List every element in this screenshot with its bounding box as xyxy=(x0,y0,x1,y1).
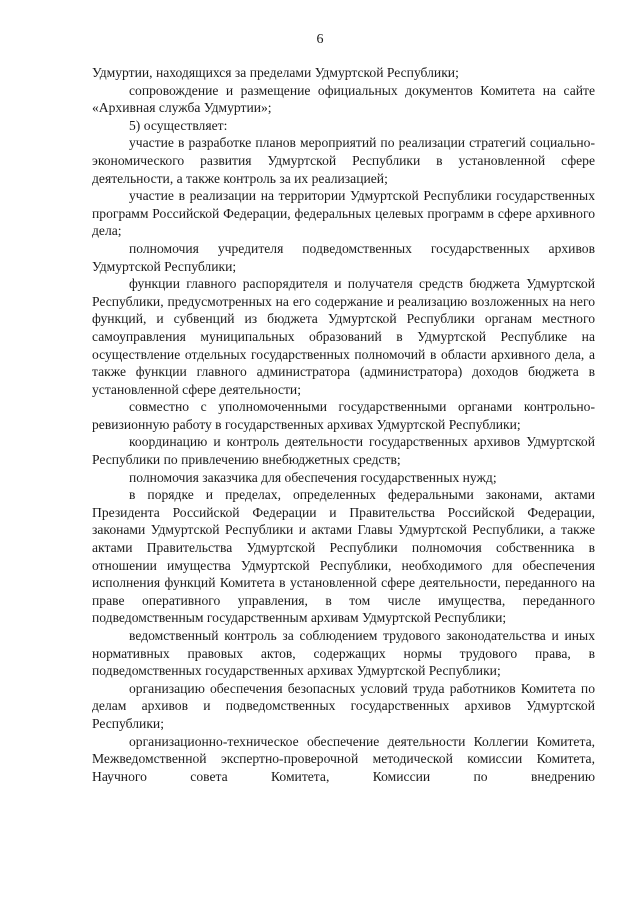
paragraph-8: координацию и контроль деятельности государственных архивов Удмуртской Республики по привлечению внебюджетных средств; xyxy=(92,434,595,468)
page-number: 6 xyxy=(316,32,324,47)
paragraph-1: сопровождение и размещение официальных документов Комитета на сайте «Архивная служба Удмуртии»; xyxy=(92,82,595,116)
paragraph-2: 5) осуществляет: xyxy=(129,117,228,133)
paragraph-7: совместно с уполномоченными государственными органами контрольно-ревизионную работу в государственных архивах Удмуртской Республики; xyxy=(92,399,595,432)
paragraph-6: функции главного распорядителя и получателя средств бюджета Удмуртской Республики, предусмотренных на его содержание и реализацию возложенных на него функций, и субвенций из бюджета Удмуртской Республики органам местного самоуправления муниципальных образований в Удмуртской Республике на осуществление отдельных государственных полномочий в области архивного дела, а также функции главного администратора (администратора) доходов бюджета в установленной сфере деятельности; xyxy=(92,276,595,397)
paragraph-0: Удмуртии, находящихся за пределами Удмуртской Республики; xyxy=(92,65,459,80)
paragraph-4: участие в реализации на территории Удмуртской Республики государственных программ Российской Федерации, федеральных целевых программ в сфере архивного дела; xyxy=(92,188,595,239)
paragraph-13: организационно-техническое обеспечение деятельности Коллегии Комитета, Межведомственной экспертно-проверочной методической комиссии Комитета, Научного совета Комитета, Комиссии по внедрению xyxy=(92,733,595,784)
document-body xyxy=(92,64,595,785)
paragraph-3: участие в разработке планов мероприятий по реализации стратегий социально-экономического развития Удмуртской Республики в установленной сфере деятельности, а также контроль за их реализацией; xyxy=(92,135,595,186)
paragraph-12: организацию обеспечения безопасных условий труда работников Комитета по делам архивов и подведомственных государственных архивов Удмуртской Республики; xyxy=(92,680,595,731)
paragraph-9: полномочия заказчика для обеспечения государственных нужд; xyxy=(129,469,497,485)
paragraph-11: ведомственный контроль за соблюдением трудового законодательства и иных нормативных правовых актов, содержащих нормы трудового права, в подведомственных государственных архивах Удмуртской Республики; xyxy=(92,628,595,679)
paragraph-10: в порядке и пределах, определенных федеральными законами, актами Президента Российской Федерации и Правительства Российской Федерации, законами Удмуртской Республики и актами Главы Удмуртской Республики, а также актами Правительства Удмуртской Республики полномочия собственника в отношении имущества Удмуртской Республики, необходимого для обеспечения исполнения функций Комитета в установленной сфере деятельности, переданного на праве оперативного управления, в том числе имущества, переданного подведомственным государственным архивам Удмуртской Республики; xyxy=(92,487,595,626)
paragraph-5: полномочия учредителя подведомственных государственных архивов Удмуртской Республики; xyxy=(92,240,595,274)
